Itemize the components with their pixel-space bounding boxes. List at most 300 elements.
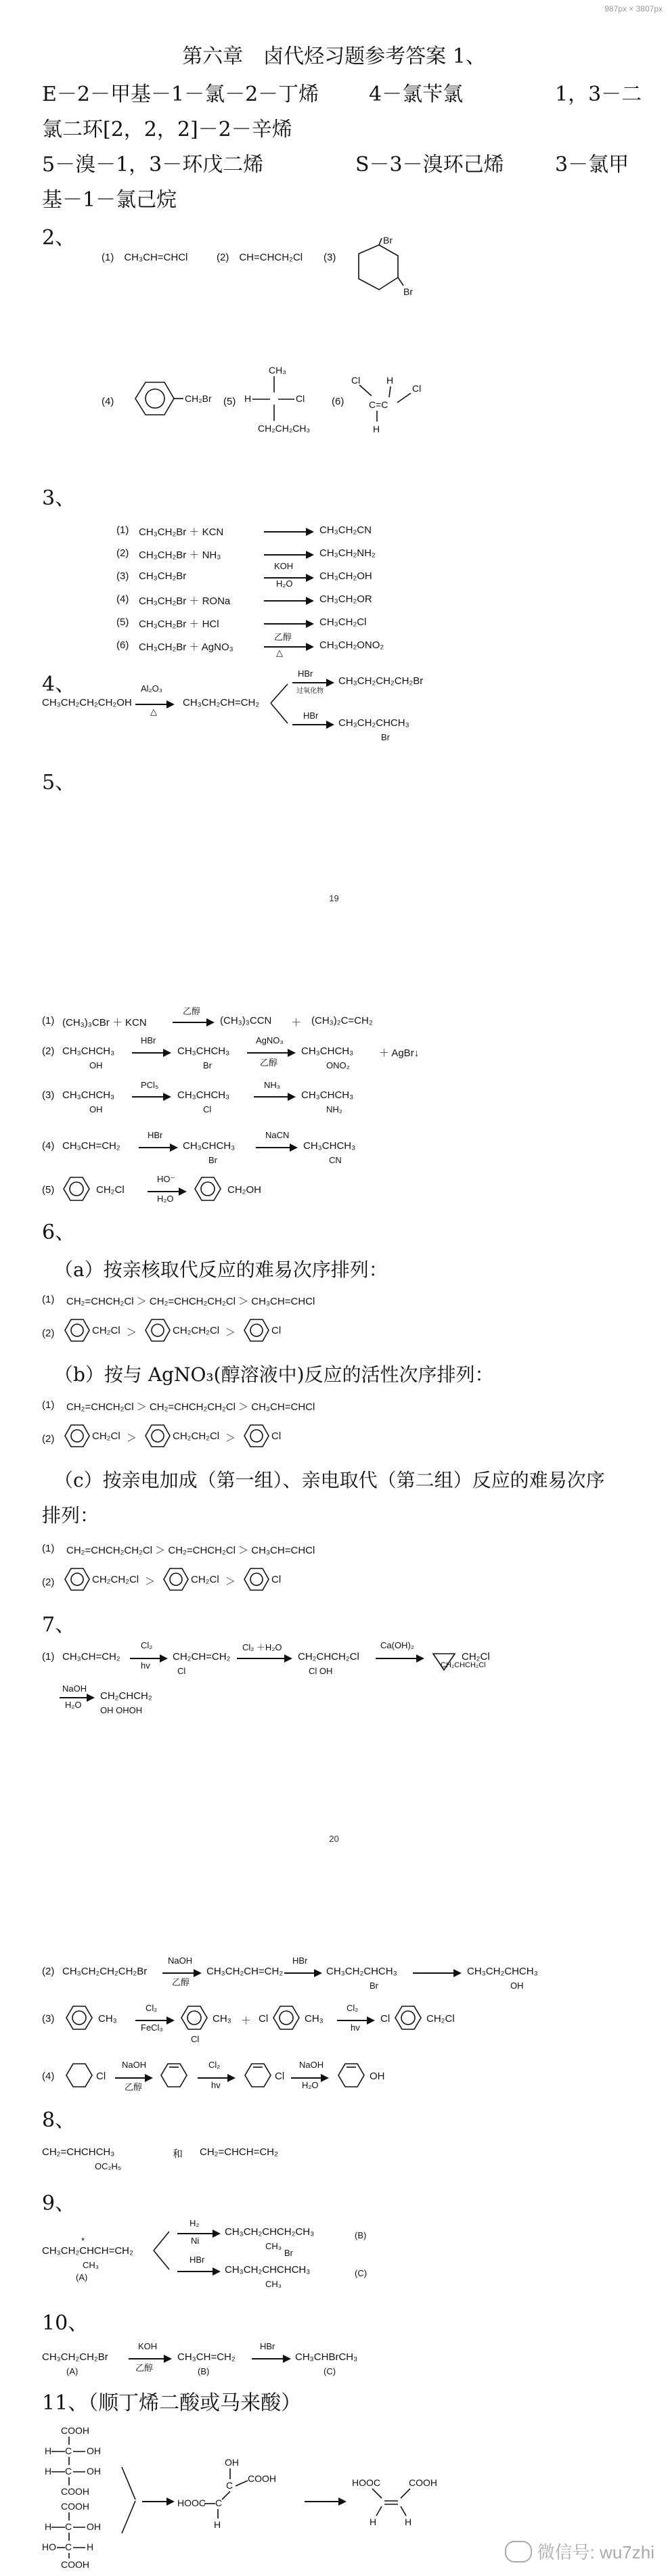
wechat-icon	[505, 2541, 532, 2562]
q9-c2: HBr	[190, 2255, 205, 2265]
q7-r4-c2-top: Cl₂	[208, 2060, 221, 2070]
q11-t1-cooh-top: COOH	[61, 2425, 89, 2436]
q5-r3-n: (3)	[42, 1089, 55, 1101]
q6-b2-greater-than: ＞	[127, 1432, 137, 1444]
q5-r2-c2-top: AgNO₃	[256, 1035, 284, 1045]
q4-prod-dn-sub: Br	[381, 732, 390, 742]
q7-r4-chlorocyclohexane	[62, 2060, 96, 2090]
q11-m-h2: H	[405, 2516, 412, 2527]
q6-b1-n: (1)	[42, 1399, 55, 1411]
q3-row-cond-top: 乙醇	[274, 632, 292, 642]
q3-row-num: (6)	[116, 639, 129, 651]
q7-r2-c-sub: Br	[370, 1981, 378, 1991]
q2-item5-label: (5)	[223, 396, 236, 407]
q7-r3-c2-bot: hv	[351, 2023, 360, 2033]
q7-r2-arrow3	[413, 1972, 460, 1974]
q6-c-title2: 排列：	[42, 1504, 99, 1527]
q10-a-label: (A)	[66, 2366, 79, 2376]
q2-i6-cl-right: Cl	[412, 383, 422, 394]
q7-r1-a: CH₃CH=CH₂	[62, 1651, 120, 1663]
q8-b: CH₂=CHCH=CH₂	[200, 2146, 278, 2158]
q6-b2-benzene-ring	[143, 1422, 173, 1449]
q1-line3-a: 5－溴－1，3－环戊二烯	[42, 153, 264, 177]
q4-cond1-top: Al₂O₃	[141, 683, 163, 694]
q6-b2-benzene-ring	[242, 1422, 271, 1449]
q3-row-arrow	[264, 531, 313, 533]
q6-a2-greater-than: ＞	[225, 1327, 236, 1338]
q6-c1: CH₂=CHCH₂CH₂Cl ＞ CH₂=CHCH₂Cl ＞ CH₃CH=CHCl	[66, 1545, 315, 1556]
q6-b2-substituent: CH₂Cl	[92, 1430, 120, 1442]
q7-r1-arrow1	[130, 1658, 166, 1659]
q5-r5-p: CH₂OH	[227, 1184, 261, 1196]
q6-b2-substituent: Cl	[271, 1430, 282, 1442]
q8-and: 和	[173, 2148, 183, 2160]
q1-line1-c: 1，3－二	[555, 83, 642, 106]
q7-r3-toluene	[62, 2003, 96, 2033]
q4-cond-up-top: HBr	[298, 669, 313, 679]
q5-r1-arrow	[173, 1022, 213, 1023]
q7-r1-arrow2	[237, 1658, 291, 1659]
q2-i6-h-bottom: H	[373, 424, 380, 434]
q6-a2-n: (2)	[42, 1328, 55, 1339]
q3-row-num: (2)	[116, 547, 129, 559]
q7-r4-arrow3	[291, 2077, 328, 2079]
q3-row-product: CH₃CH₂OR	[319, 593, 372, 605]
page-number-19: 19	[329, 893, 339, 903]
q7-r4-cl: Cl	[96, 2071, 106, 2082]
q7-r3-arrow1	[135, 2020, 173, 2021]
q7-r4-c3-bot: H₂O	[302, 2080, 319, 2090]
q7-number: 7、	[42, 1613, 76, 1637]
wechat-watermark	[505, 2539, 654, 2564]
q3-row-product: CH₃CH₂NH₂	[319, 547, 376, 559]
q2-i6-cl-left: Cl	[351, 375, 361, 386]
q2-item3-label: (3)	[324, 252, 336, 263]
q5-r5-n: (5)	[42, 1184, 55, 1196]
q2-item1: (1) CH₃CH=CHCl	[102, 252, 188, 263]
q8-a: CH₂=CHCHCH₃	[42, 2146, 115, 2158]
q5-r2-b-sub: Br	[203, 1060, 212, 1070]
q7-r1-arrow4	[60, 1697, 93, 1698]
q7-r3-ch3-b: CH₃	[213, 2013, 231, 2025]
q1-line4: 基－1－氯己烷	[42, 188, 177, 212]
q4-cond1-bot: △	[150, 706, 157, 717]
q3-row-product: CH₃CH₂CN	[319, 524, 372, 536]
q7-r4-cl-b: Cl	[275, 2071, 285, 2082]
q10-c-label: (C)	[324, 2366, 336, 2376]
q6-a-title: （a）按亲核取代反应的难易次序排列：	[54, 1259, 388, 1281]
q3-row-cond-bot: △	[276, 648, 283, 658]
q7-r4-arrow1	[115, 2077, 152, 2079]
q7-r3-n: (3)	[42, 2013, 55, 2025]
q6-c2-n: (2)	[42, 1577, 55, 1588]
q2-i6-cc: C=C	[369, 399, 388, 410]
q9-number: 9、	[42, 2192, 76, 2215]
q2-br-top: Br	[383, 235, 393, 246]
q7-r4-chlorocyclohexene	[241, 2060, 275, 2090]
q2-i5-h: H	[244, 393, 252, 404]
q2-ch2br: CH₂Br	[185, 393, 212, 404]
q10-c1-bot: 乙醇	[135, 2363, 154, 2373]
q11-arrow1	[142, 2501, 173, 2502]
q3-row-arrow	[264, 577, 313, 579]
q7-r2-a: CH₃CH₂CH₂CH₂Br	[62, 1966, 148, 1977]
q7-r4-n: (4)	[42, 2071, 55, 2082]
q5-r3-a-sub: OH	[89, 1104, 103, 1114]
q10-c1-top: KOH	[138, 2341, 158, 2351]
q7-r3-ch3: CH₃	[98, 2013, 117, 2025]
q6-c2-greater-than: ＞	[145, 1576, 156, 1587]
q11-m-h1: H	[370, 2516, 377, 2527]
q7-r3-arrow2	[337, 2020, 374, 2021]
q7-r1-c1-bot: hv	[141, 1660, 150, 1671]
q5-r2-p2: ＋ AgBr↓	[379, 1047, 420, 1059]
page-number-20: 20	[329, 1834, 339, 1844]
q2-benzyl-bromide	[125, 376, 220, 423]
q6-c2-substituent: Cl	[271, 1574, 282, 1585]
q11-m-hooc: HOOC	[352, 2477, 380, 2488]
q3-row-reactant: CH₃CH₂Br ＋ KCN	[139, 526, 224, 538]
q7-r4-c1-bot: 乙醇	[125, 2082, 143, 2092]
q5-r3-arrow2	[254, 1096, 294, 1098]
q9-c1-bot: Ni	[191, 2236, 200, 2246]
q3-row-reactant: CH₃CH₂Br ＋ AgNO₃	[139, 641, 233, 653]
q11-t1-oh2: OH	[87, 2466, 101, 2477]
q2-br-bottom: Br	[403, 286, 413, 297]
q5-r3-p: CH₃CHCH₃	[301, 1089, 354, 1101]
q10-arrow2	[252, 2358, 290, 2359]
q5-r5-a: CH₂Cl	[96, 1184, 125, 1196]
q11-maleic-acid	[352, 2477, 447, 2531]
q3-row-cond-bot: H₂O	[276, 579, 293, 589]
q7-r1-c2: Cl₂ ＋H₂O	[242, 1642, 282, 1652]
q5-r2-c2-bot: 乙醇	[260, 1058, 278, 1068]
q7-r3-cl-b: Cl	[191, 2034, 200, 2044]
q5-r3-arrow1	[132, 1096, 170, 1098]
q4-branch	[267, 673, 294, 734]
q11-branch	[115, 2463, 142, 2537]
q7-r4-c3-top: NaOH	[299, 2060, 324, 2070]
q11-t2-cooh-bot: COOH	[61, 2559, 89, 2570]
q6-c1-n: (1)	[42, 1543, 55, 1554]
q11-t1-h2: H	[45, 2466, 52, 2477]
q5-r4-b-sub: Br	[208, 1155, 217, 1165]
q11-t1-c1: C	[65, 2445, 72, 2456]
q9-c1-top: H₂	[190, 2218, 200, 2228]
q6-b2-benzene-ring	[62, 1422, 92, 1449]
q6-a1: CH₂=CHCH₂Cl ＞ CH₂=CHCH₂CH₂Cl ＞ CH₃CH=CHCl	[66, 1296, 315, 1307]
q5-r1-n: (1)	[42, 1015, 55, 1026]
q2-i6-h-top: H	[386, 375, 394, 386]
q6-a1-n: (1)	[42, 1294, 55, 1305]
q3-row-reactant: CH₃CH₂Br ＋ NH₃	[139, 549, 221, 561]
q7-r1-arrow3	[376, 1658, 423, 1659]
watermark-text: 微信号: wu7zhi	[537, 2542, 654, 2562]
q4-mid: CH₃CH₂CH=CH₂	[183, 697, 260, 708]
q7-r3-pchlorotoluene	[269, 2003, 303, 2033]
q7-r1-naoh: NaOH	[62, 1684, 87, 1694]
q3-row-arrow	[264, 623, 313, 625]
q3-row-num: (4)	[116, 593, 129, 605]
q2-dibromocyclohexane	[338, 237, 413, 304]
q7-r4-cyclohexene	[157, 2060, 191, 2090]
q6-a2-substituent: CH₂Cl	[92, 1325, 120, 1336]
q1-line3-c: 3－氯甲	[555, 153, 629, 177]
q5-r5-c-bot: H₂O	[157, 1194, 174, 1204]
q9-b-sub: CH₃	[265, 2241, 282, 2251]
q7-r3-c1-bot: FeCl₃	[141, 2023, 163, 2033]
q5-r4-c2: NaCN	[265, 1130, 290, 1140]
q7-r1-b: CH₂CH=CH₂	[173, 1651, 231, 1663]
q7-r4-cyclohexenol	[334, 2060, 368, 2090]
q9-c: CH₃CH₂CHCHCH₃	[225, 2264, 311, 2276]
q9-a-label: (A)	[76, 2272, 88, 2282]
q4-cond-dn: HBr	[303, 710, 319, 721]
q5-r1-c: 乙醇	[183, 1006, 201, 1016]
q2-dichloroethene	[349, 369, 457, 443]
q4-number: 4、	[42, 673, 76, 696]
q7-r3-c2-top: Cl₂	[347, 2003, 359, 2013]
q8-a-sub: OC₂H₅	[95, 2161, 122, 2171]
q6-number: 6、	[42, 1221, 76, 1244]
q11-t2-c1: C	[65, 2521, 72, 2532]
q2-chiral-center	[240, 365, 335, 440]
q11-t2-cooh-top: COOH	[61, 2501, 89, 2512]
q1-line3-b: S－3－溴环己烯	[355, 153, 504, 177]
q5-r2-p: CH₃CHCH₃	[301, 1045, 354, 1057]
q9-a: CH₃CH₂CHCH=CH₂	[42, 2245, 133, 2257]
q10-b-label: (B)	[198, 2366, 210, 2376]
q6-c2-substituent: CH₂Cl	[191, 1574, 219, 1585]
q7-r1-c: CH₂CHCH₂Cl	[298, 1651, 359, 1663]
q7-epoxide-o: CH₂CHCH₂Cl	[441, 1661, 486, 1669]
q6-c-title: （c）按亲电加成（第一组）、亲电取代（第二组）反应的难易次序	[54, 1469, 605, 1491]
q7-r1-glyc: CH₂CHCH₂	[100, 1690, 152, 1702]
q7-r2-arrow2	[284, 1972, 321, 1974]
q10-c: CH₃CHBrCH₃	[295, 2351, 358, 2363]
q3-row-arrow	[264, 554, 313, 556]
q7-r1-glyc-sub: OH OHOH	[100, 1705, 143, 1715]
q9-b: CH₃CH₂CHCH₂CH₃	[225, 2226, 315, 2238]
q5-r4-arrow1	[139, 1147, 177, 1148]
q1-line2: 氯二环[2，2，2]－2－辛烯	[42, 118, 292, 141]
q9-c-sub: CH₃	[265, 2279, 282, 2289]
q11-m-cooh: COOH	[409, 2477, 437, 2488]
q7-r3-p: CH₂Cl	[426, 2013, 455, 2025]
q11-t2-c2: C	[65, 2541, 72, 2552]
q7-r3-cl-c: Cl	[259, 2013, 269, 2025]
page-title: 第六章 卤代烃习题参考答案 1、	[182, 45, 486, 68]
q11-i-c2: C	[215, 2498, 223, 2508]
q6-a2-greater-than: ＞	[127, 1327, 137, 1338]
q7-r3-cl-p: Cl	[380, 2013, 391, 2025]
q6-a2-benzene-ring	[62, 1317, 92, 1344]
q11-i-oh: OH	[225, 2457, 239, 2468]
q6-c2-benzene-ring	[242, 1566, 271, 1593]
q3-row-reactant: CH₃CH₂Br ＋ RONa	[139, 595, 231, 607]
q4-arrow-up	[292, 682, 333, 683]
q2-number: 2、	[42, 226, 76, 250]
q9-a-sub: CH₃	[83, 2260, 99, 2270]
q5-r2-c1: HBr	[141, 1035, 156, 1045]
q2-item2: (2) CH=CHCH₂Cl	[217, 252, 303, 263]
q5-r1-p2: (CH₃)₂C=CH₂	[311, 1015, 373, 1026]
q3-row-arrow	[264, 600, 313, 602]
q1-line1-b: 4－氯苄氯	[369, 83, 464, 106]
q7-r1-h2o: H₂O	[65, 1700, 82, 1710]
q6-b1: CH₂=CHCH₂Cl ＞ CH₂=CHCH₂CH₂Cl ＞ CH₃CH=CHCl	[66, 1401, 315, 1413]
q2-i5-propyl: CH₂CH₂CH₃	[258, 423, 311, 434]
q5-r3-c1: PCl₅	[141, 1080, 159, 1090]
q6-b2-substituent: CH₂CH₂Cl	[173, 1430, 220, 1442]
q10-number: 10、	[42, 2311, 89, 2335]
q11-t2-oh: OH	[87, 2521, 101, 2532]
q3-row-reactant: CH₃CH₂Br ＋ HCl	[139, 618, 219, 630]
q9-c-label: (C)	[355, 2268, 368, 2278]
q6-a2-substituent: Cl	[271, 1325, 282, 1336]
q4-cond-up-bot: 过氧化物	[296, 687, 324, 695]
q5-r5-c-top: HO⁻	[157, 1174, 175, 1184]
q5-r2-p-sub: ONO₂	[326, 1060, 350, 1070]
q11-t1-oh1: OH	[87, 2445, 101, 2456]
q5-r1-a: (CH₃)₃CBr ＋ KCN	[62, 1017, 147, 1029]
q3-row-num: (5)	[116, 616, 129, 628]
q5-r5-benzene-a	[60, 1174, 93, 1204]
q7-r2-c1-bot: 乙醇	[172, 1977, 190, 1987]
q1-line1-a: E－2－甲基－1－氯－2－丁烯	[42, 83, 319, 106]
q11-t2-ho: HO	[42, 2541, 56, 2552]
q6-c2-benzene-ring	[161, 1566, 191, 1593]
q5-r4-p: CH₃CHCH₃	[303, 1140, 356, 1152]
q10-a: CH₃CH₂CH₂Br	[42, 2351, 108, 2363]
q7-r2-p: CH₃CH₂CHCH₃	[467, 1966, 538, 1977]
q5-r5-benzene-p	[191, 1174, 225, 1204]
q5-r1-plus: ＋	[291, 1017, 302, 1029]
q11-t2-h1: H	[45, 2521, 52, 2532]
q5-r2-n: (2)	[42, 1045, 55, 1057]
q5-r3-p-sub: NH₂	[326, 1104, 342, 1114]
q7-r2-b: CH₃CH₂CH=CH₂	[206, 1966, 284, 1977]
q7-r4-c2-bot: hv	[211, 2080, 221, 2090]
q5-r3-a: CH₃CHCH₃	[62, 1089, 115, 1101]
q7-epoxide	[428, 1644, 486, 1674]
q9-a-star: *	[81, 2236, 85, 2246]
q3-row-product: CH₃CH₂OH	[319, 570, 372, 582]
q5-r2-a: CH₃CHCH₃	[62, 1045, 115, 1057]
q3-row-reactant: CH₃CH₂Br	[139, 570, 187, 582]
q2-i5-ch3: CH₃	[269, 365, 286, 376]
q3-row-cond-top: KOH	[274, 561, 294, 571]
q2-item6-label: (6)	[332, 396, 344, 407]
q7-r1-n: (1)	[42, 1651, 55, 1663]
q11-tartaric-acid-1	[42, 2426, 123, 2568]
q6-b2-n: (2)	[42, 1433, 55, 1445]
q7-r2-c2: HBr	[292, 1956, 308, 1966]
q5-r3-b: CH₃CHCH₃	[177, 1089, 230, 1101]
q5-r5-arrow	[148, 1191, 185, 1192]
q11-intermediate	[177, 2456, 292, 2544]
q7-r4-c1-top: NaOH	[122, 2060, 147, 2070]
q11-title: 11、（顺丁烯二酸或马来酸）	[42, 2391, 302, 2415]
q3-row-product: CH₃CH₂Cl	[319, 616, 367, 628]
q11-i-c1: C	[226, 2480, 233, 2491]
q9-branch	[150, 2219, 177, 2280]
q4-arrow-dn	[292, 724, 333, 725]
q11-t1-c2: C	[65, 2466, 72, 2477]
dimension-label: 987px × 3807px	[604, 4, 663, 14]
q10-b: CH₃CH=CH₂	[177, 2351, 236, 2363]
q2-item4-label: (4)	[102, 396, 114, 407]
q4-arrow1	[135, 704, 173, 705]
q7-r2-c: CH₃CH₂CHCH₃	[326, 1966, 397, 1977]
q6-a2-substituent: CH₂CH₂Cl	[173, 1325, 220, 1336]
q7-r2-arrow1	[162, 1972, 200, 1974]
q7-r2-p-sub: OH	[510, 1981, 524, 1991]
q9-arrow2	[177, 2271, 219, 2272]
q6-c2-benzene-ring	[62, 1566, 92, 1593]
q5-r4-n: (4)	[42, 1140, 55, 1152]
q7-r1-c-sub: Cl OH	[309, 1666, 333, 1676]
q9-b-label: (B)	[355, 2230, 367, 2240]
q6-c2-substituent: CH₂CH₂Cl	[92, 1574, 139, 1585]
q6-c2-greater-than: ＞	[225, 1576, 236, 1587]
q5-r3-c2: NH₃	[264, 1080, 281, 1090]
q7-r3-plus: ＋	[241, 2015, 252, 2027]
q9-arrow1	[177, 2233, 219, 2234]
q7-r1-b-sub: Cl	[177, 1666, 186, 1676]
q4-prod-up: CH₃CH₂CH₂CH₂Br	[338, 675, 424, 687]
q7-r2-n: (2)	[42, 1966, 55, 1977]
q6-a2-benzene-ring	[143, 1317, 173, 1344]
q7-r3-ch3-c: CH₃	[305, 2013, 324, 2025]
q6-b-title: （b）按与 AgNO₃(醇溶液中)反应的活性次序排列：	[54, 1363, 494, 1386]
q4-prod-dn: CH₃CH₂CHCH₃	[338, 717, 409, 729]
q5-number: 5、	[42, 771, 76, 794]
q5-r3-b-sub: Cl	[203, 1104, 212, 1114]
q7-r4-arrow2	[198, 2077, 234, 2079]
q4-start: CH₃CH₂CH₂CH₂OH	[42, 697, 132, 708]
q7-r1-c1-top: Cl₂	[141, 1640, 153, 1650]
q3-row-num: (3)	[116, 570, 129, 582]
q11-i-cooh-1: COOH	[248, 2473, 276, 2484]
q3-row-product: CH₃CH₂ONO₂	[319, 639, 384, 651]
q5-r4-arrow2	[256, 1147, 296, 1148]
q5-r2-arrow2	[247, 1052, 294, 1054]
q11-t2-h2: H	[87, 2541, 94, 2552]
q7-r1-p: CH₂Cl	[462, 1651, 490, 1663]
q11-i-hooc: HOOC	[177, 2498, 206, 2508]
q7-r4-oh: OH	[370, 2071, 385, 2082]
q5-r1-p1: (CH₃)₃CCN	[220, 1015, 272, 1026]
q5-r2-b: CH₃CHCH₃	[177, 1045, 230, 1057]
q7-r1-c3: Ca(OH)₂	[380, 1640, 414, 1650]
q5-r4-b: CH₃CHCH₃	[183, 1140, 236, 1152]
q7-r3-ochlorotoluene	[177, 2003, 211, 2033]
q11-i-h: H	[214, 2519, 221, 2530]
q5-r2-arrow1	[132, 1052, 170, 1054]
q3-number: 3、	[42, 487, 76, 510]
q5-r4-a: CH₃CH=CH₂	[62, 1140, 120, 1152]
q10-c2: HBr	[260, 2341, 275, 2351]
q6-a2-benzene-ring	[242, 1317, 271, 1344]
q11-t1-h1: H	[45, 2445, 52, 2456]
q11-t1-cooh-bot: COOH	[61, 2486, 89, 2497]
q8-number: 8、	[42, 2108, 76, 2132]
q7-r3-c1-top: Cl₂	[146, 2003, 158, 2013]
q5-r2-a-sub: OH	[89, 1060, 103, 1070]
q9-c-top: Br	[284, 2248, 293, 2258]
q5-r4-p-sub: CN	[329, 1155, 342, 1165]
